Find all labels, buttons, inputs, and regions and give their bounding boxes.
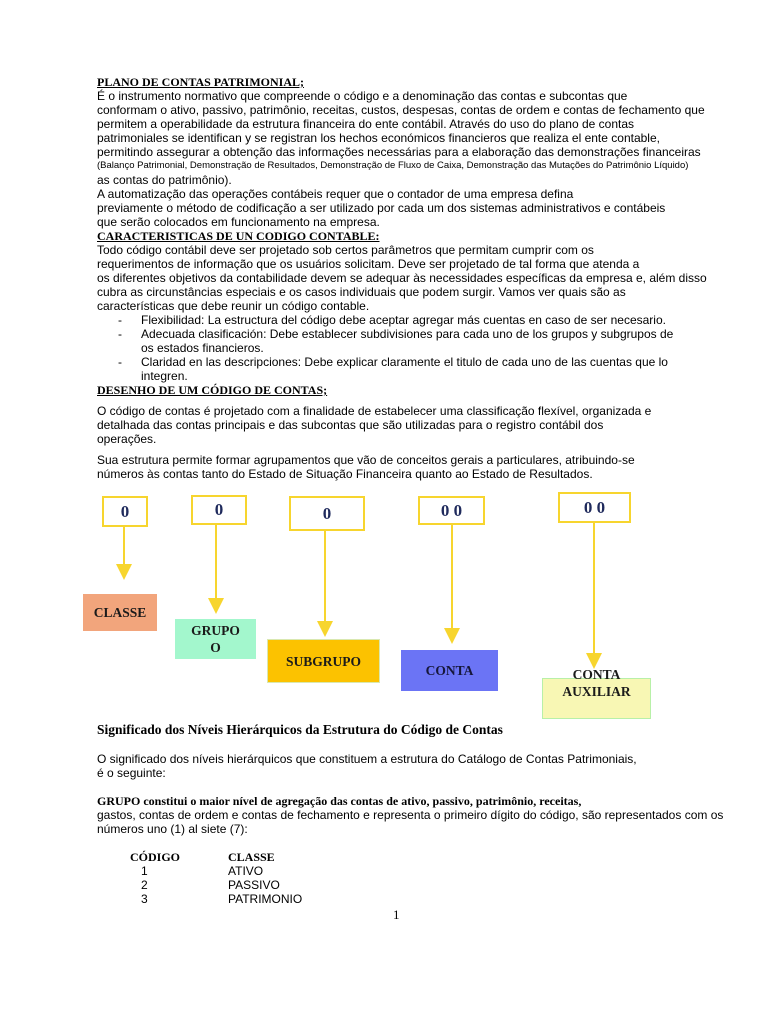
table-cell-code: 3 [141,892,148,906]
table-header-codigo: CÓDIGO [130,850,181,864]
digit-box-conta-auxiliar: 0 0 [558,492,631,523]
digit-box-grupo: 0 [191,495,247,525]
bullet-text: Claridad en las descripciones: Debe explicar claramente el titulo de cada uno de las cuentas que lo [141,355,668,369]
level-box-grupo [175,619,256,659]
text-line: cubra as circunstâncias especiais e os casos individuais que podem surgir. Vamos ver quais são as [97,285,626,299]
text-line: Todo código contábil deve ser projetado sob certos parâmetros que permitam cumprir com os [97,243,594,257]
table-cell-classe: PASSIVO [228,878,280,892]
bullet-text: Flexibilidad: La estructura del código debe aceptar agregar más cuentas en caso de ser necesario. [141,313,666,327]
text-line-bold: GRUPO constitui o maior nível de agregação das contas de ativo, passivo, patrimônio, receitas, [97,794,582,808]
text-line: O código de contas é projetado com a finalidade de estabelecer uma classificação flexível, organizada e [97,404,652,418]
table-cell-code: 2 [141,878,148,892]
heading-desenho: DESENHO DE UM CÓDIGO DE CONTAS; [97,383,328,397]
text-line: números às contas tanto do Estado de Situação Financeira quanto ao Estado de Resultados. [97,467,593,481]
table-cell-code: 1 [141,864,148,878]
text-line: características que debe reunir un código contable. [97,299,370,313]
bullet-dash: - [118,327,122,341]
text-line: gastos, contas de ordem e contas de fechamento e representa o primeiro dígito do código, são representados com os [97,808,724,822]
text-line: A automatização das operações contábeis requer que o contador de uma empresa defina [97,187,574,201]
text-line: detalhada das contas principais e das subcontas que são utilizadas para o registro contábil dos [97,418,604,432]
level-box-subgrupo: SUBGRUPO [267,639,380,683]
table-cell-classe: ATIVO [228,864,264,878]
level-box-conta: CONTA [401,650,498,691]
text-line: números uno (1) al siete (7): [97,822,248,836]
text-line: Sua estrutura permite formar agrupamentos que vão de conceitos gerais a particulares, atribuindo-se [97,453,635,467]
heading-plano-de-contas: PLANO DE CONTAS PATRIMONIAL; [97,75,305,89]
text-line-small: (Balanço Patrimonial, Demonstração de Resultados, Demonstração de Fluxo de Caixa, Demonstração das Mutações do Patrimônio Líquido) [97,160,689,171]
table-cell-classe: PATRIMONIO [228,892,303,906]
digit-box-classe: 0 [102,496,148,527]
text-line: O significado dos níveis hierárquicos que constituem a estrutura do Catálogo de Contas Patrimoniais, [97,752,637,766]
text-line: permitindo assegurar a obtenção das informações necessárias para a elaboração das demonstrações financeiras [97,145,701,159]
table-header-classe: CLASSE [228,850,275,864]
bullet-dash: - [118,355,122,369]
text-line: patrimoniales se identifican y se registran los hechos económicos financieros que realiza el ente contable, [97,131,660,145]
bullet-text: os estados financieros. [141,341,264,355]
text-line: é o seguinte: [97,766,166,780]
level-label-conta-auxiliar [542,666,651,700]
level-label-conta-auxiliar-line2: AUXILIAR [562,684,631,699]
bullet-text: Adecuada clasificación: Debe establecer subdivisiones para cada uno de los grupos y subgrupos de [141,327,674,341]
text-line: requerimentos de informação que os usuários solicitam. Deve ser projetado de tal forma que atenda a [97,257,640,271]
text-line: previamente o método de codificação a ser utilizado por cada um dos sistemas administrativos e contábeis [97,201,666,215]
heading-caracteristicas: CARACTERISTICAS DE UN CODIGO CONTABLE: [97,229,380,243]
text-line: os diferentes objetivos da contabilidade devem se adequar às necessidades específicas da empresa e, além disso [97,271,707,285]
text-line: permitem a operabilidade da estrutura financeira do ente contábil. Através do uso do plano de contas [97,117,635,131]
heading-significado: Significado dos Níveis Hierárquicos da Estrutura do Código de Contas [97,722,503,737]
digit-box-conta: 0 0 [418,496,485,525]
level-label-grupo-line1: GRUPO [191,623,240,638]
text-line: que serão colocados em funcionamento na empresa. [97,215,380,229]
level-box-classe: CLASSE [83,594,157,631]
text-line: conformam o ativo, passivo, patrimônio, receitas, custos, despesas, contas de ordem e contas de fechamento que [97,103,705,117]
text-line: operações. [97,432,157,446]
text-line: É o instrumento normativo que compreende o código e a denominação das contas e subcontas que [97,89,628,103]
level-label-conta-auxiliar-line1: CONTA [572,667,621,682]
digit-box-subgrupo: 0 [289,496,365,531]
level-label-grupo-line2: O [210,640,221,655]
bullet-text: integren. [141,369,188,383]
page-number: 1 [393,907,400,922]
bullet-dash: - [118,313,122,327]
text-line: as contas do patrimônio). [97,173,232,187]
